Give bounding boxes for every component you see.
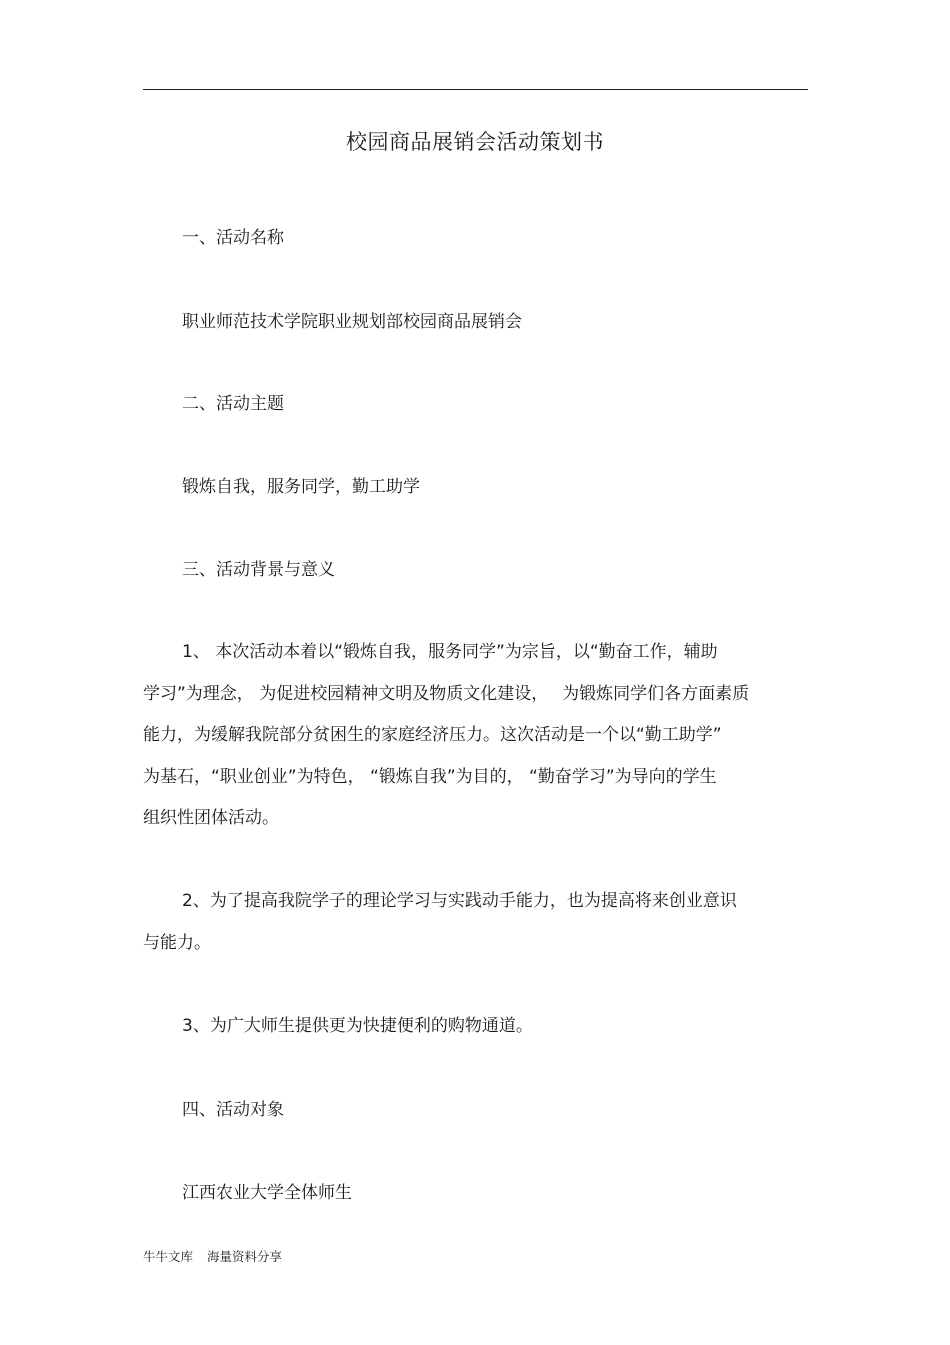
section-1-heading: 一、活动名称 [182, 228, 284, 248]
header-rule [143, 89, 808, 90]
section-4-heading: 四、活动对象 [182, 1100, 284, 1120]
section-3-item-3 [143, 1006, 808, 1048]
paragraph-line: 2、为了提高我院学子的理论学习与实践动手能力，也为提高将来创业意识 [182, 891, 737, 911]
paragraph-line: 3、为广大师生提供更为快捷便利的购物通道。 [182, 1016, 533, 1036]
document-title: 校园商品展销会活动策划书 [346, 130, 604, 154]
footer-brand: 牛牛文库 [143, 1249, 194, 1264]
section-3-item-2 [143, 881, 808, 964]
section-1-content: 职业师范技术学院职业规划部校园商品展销会 [182, 312, 522, 332]
paragraph-line: 与能力。 [143, 932, 211, 953]
paragraph-line: 为基石，“职业创业”为特色， “锻炼自我”为目的， “勤奋学习”为导向的学生 [143, 766, 717, 787]
page-footer [143, 1248, 282, 1266]
section-2-heading: 二、活动主题 [182, 394, 284, 414]
paragraph-line: 组织性团体活动。 [143, 808, 279, 828]
section-3-heading: 三、活动背景与意义 [182, 560, 335, 580]
section-4-content: 江西农业大学全体师生 [182, 1183, 352, 1203]
paragraph-line: 能力，为缓解我院部分贫困生的家庭经济压力。这次活动是一个以“勤工助学” [143, 725, 722, 745]
paragraph-line: 1、 本次活动本着以“锻炼自我，服务同学”为宗旨，以“勤奋工作，辅助 [182, 642, 718, 662]
section-3-item-1 [143, 632, 808, 840]
footer-tagline: 海量资料分享 [207, 1249, 283, 1264]
section-2-content: 锻炼自我，服务同学，勤工助学 [182, 477, 420, 497]
paragraph-line: 学习”为理念， 为促进校园精神文明及物质文化建设， 为锻炼同学们各方面素质 [143, 683, 750, 704]
